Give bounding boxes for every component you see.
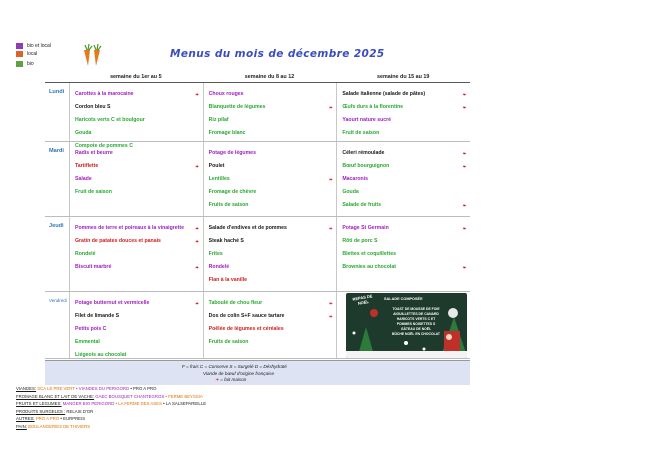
menu-item-text: Potage butternut et vermicelle [75, 300, 150, 306]
day-label: Vendredi [49, 298, 67, 303]
menu-item-text: Haricots verts C et boulgour [75, 117, 145, 123]
menu-item-text: Fromage de chèvre [208, 189, 257, 195]
homemade-mark-icon: ❧ [328, 105, 333, 110]
supplier-name: BOULANGERIES DE THIVIERS [26, 423, 91, 429]
homemade-mark-icon: ❧ [462, 226, 467, 231]
menu-item [342, 222, 470, 235]
menu-item [75, 186, 203, 199]
menu-item-text: Blanquette de légumes [208, 104, 266, 110]
menu-item-text: Salade [75, 176, 92, 182]
menu-item [209, 274, 337, 287]
homemade-mark-icon: ❧ [462, 265, 467, 270]
homemade-mark-icon: ❧ [194, 164, 199, 169]
day-label: Lundi [49, 89, 65, 95]
homemade-mark-icon: ❧ [194, 92, 199, 97]
menu-item-text: Potage St Germain [342, 225, 389, 231]
legend-item-bio [16, 61, 51, 67]
supplier-name: MANGER BIO PERIGORD [61, 401, 115, 406]
menu-item-text: Liégeois au chocolat [75, 352, 127, 358]
menu-item-text: Fruits de saison [208, 339, 249, 345]
menu-item [209, 114, 337, 127]
menu-cell [69, 142, 203, 216]
menu-cell [203, 83, 337, 141]
menu-item-text: Salade d'endives et de pommes [208, 225, 287, 231]
page-title: Menus du mois de décembre 2025 [170, 48, 385, 60]
christmas-menu-line: BÛCHE NOËL EN CHOCOLAT [392, 332, 440, 336]
beef-origin-note: Viande de bœuf d'origine française [203, 371, 275, 376]
menu-item [342, 235, 470, 248]
menu-item [75, 88, 203, 101]
supplier-category: PRODUITS SURGELES : [16, 408, 66, 414]
menu-item [75, 173, 203, 186]
supplier-category: PAIN: [16, 423, 27, 429]
homemade-note: ❧ = fait maison [215, 377, 247, 382]
supplier-name: • LA SALSEPAREILLE [161, 401, 207, 406]
christmas-menu-line: TOAST DE MOUSSE DE FOIE [392, 307, 440, 311]
supplier-line [16, 415, 206, 423]
menu-cell [203, 142, 337, 216]
menu-item-text: Blettes et coquillettes [342, 251, 396, 257]
menu-item-text: Biscuit marbré [75, 264, 112, 270]
menu-item-text: Céleri rémoulade [342, 150, 385, 156]
homemade-mark-icon: ❧ [328, 314, 333, 319]
menu-item [75, 101, 203, 114]
menu-item [75, 222, 203, 235]
menu-item-text: Yaourt nature sucré [342, 117, 392, 123]
supplier-name: SCA LE PRE VERT [36, 386, 75, 391]
christmas-menu [382, 307, 450, 337]
christmas-heading: REPAS DE NOËL [352, 293, 373, 306]
menu-item [209, 160, 337, 173]
conservation-legend: F = frais C = Conserve S = Surgelé D = Déshydraté [182, 364, 287, 369]
supplier-name: • EURPREIS [59, 416, 86, 421]
homemade-mark-icon: ❧ [215, 377, 221, 382]
menu-item [209, 261, 337, 274]
menu-cell [69, 83, 203, 149]
christmas-starter: SALADE COMPOSÉE [384, 297, 423, 301]
supplier-line [16, 423, 206, 431]
menu-item [342, 88, 470, 101]
menu-item [342, 101, 470, 114]
christmas-menu-line: POMMES NOISETTES S [396, 322, 436, 326]
menu-item [342, 261, 470, 274]
menu-item-text: Pommes de terre et poireaux à la vinaigrette [75, 225, 184, 231]
menu-item-text: Rondelé [208, 264, 230, 270]
homemade-mark-icon: ❧ [462, 92, 467, 97]
carrots-logo-icon [76, 44, 106, 68]
menu-item [209, 127, 337, 140]
supplier-category: FRUITS ET LEGUMES: [16, 401, 62, 406]
homemade-mark-icon: ❧ [328, 177, 333, 182]
menu-item [75, 235, 203, 248]
menu-item [342, 173, 470, 186]
menu-item [342, 248, 470, 261]
menu-cell [336, 83, 470, 141]
menu-item [209, 235, 337, 248]
menu-item-text: Choux rouges [208, 91, 244, 97]
menu-item-text: Filet de limande S [75, 313, 120, 319]
menu-item-text: Poêlée de légumes et céréales [208, 326, 284, 332]
menu-item [75, 310, 203, 323]
footer-legend [45, 360, 470, 385]
menu-item-text: Carottes à la marocaine [75, 91, 134, 97]
menu-item-text: Rôti de porc S [342, 238, 378, 244]
homemade-mark-icon: ❧ [462, 151, 467, 156]
menu-item-text: Cordon bleu S [75, 104, 111, 110]
homemade-mark-icon: ❧ [194, 239, 199, 244]
menu-item [75, 127, 203, 140]
menu-item-text: Dos de colin S+F sauce tartare [208, 313, 285, 319]
menu-item-text: Riz pilaf [208, 117, 229, 123]
supplier-line [16, 400, 206, 408]
menu-item [209, 248, 337, 261]
menu-item-text: Salade de fruits [342, 202, 381, 208]
supplier-name: • PRO A PRO [129, 386, 157, 391]
menu-item-text: Œufs durs à la florentine [342, 104, 404, 110]
homemade-mark-icon: ❧ [194, 265, 199, 270]
menu-cell [203, 292, 337, 358]
menu-item-text: Poulet [208, 163, 225, 169]
menu-item-text: Gouda [75, 130, 92, 136]
menu-item-text: Frites [208, 251, 223, 257]
menu-item [75, 248, 203, 261]
christmas-menu-line: GÂTEAU DE NOËL [400, 327, 432, 331]
day-row-jeudi [45, 217, 470, 292]
menu-item-text: Bœuf bourguignon [342, 163, 390, 169]
menu-cell [203, 217, 337, 291]
menu-cell [69, 217, 203, 291]
menu-item [342, 199, 470, 212]
homemade-mark-icon: ❧ [328, 226, 333, 231]
menu-item-text: Emmental [75, 339, 100, 345]
menu-item [75, 160, 203, 173]
menu-item [75, 323, 203, 336]
menu-item-text: Gratin de patates douces et panais [75, 238, 161, 244]
legend-label: local [27, 51, 38, 57]
menu-item-text: Fruit de saison [342, 130, 380, 136]
christmas-menu-line: HARICOTS VERTS C ET [396, 317, 436, 321]
menu-item-text: Steak haché S [208, 238, 244, 244]
menu-item-text: Macaronis [342, 176, 369, 182]
menu-item [342, 147, 470, 160]
menu-item [209, 199, 337, 212]
supplier-line [16, 393, 206, 401]
menu-item [342, 160, 470, 173]
menu-item-text: Brownies au chocolat [342, 264, 396, 270]
supplier-category: FROMAGE BLANC ET LAIT DE VACHE: [16, 393, 95, 399]
menu-cell [336, 142, 470, 216]
homemade-mark-icon: ❧ [194, 301, 199, 306]
menu-item-text: Potage de légumes [208, 150, 256, 156]
menu-item [209, 186, 337, 199]
menu-item-text: Petits pois C [75, 326, 107, 332]
supplier-name: PRO A PRO [34, 416, 60, 421]
menu-item [75, 336, 203, 349]
menu-item-text: Salade italienne (salade de pâtes) [342, 91, 426, 97]
christmas-menu-line: AIGUILLETTES DE CANARD [393, 312, 439, 316]
column-header: semaine du 8 au 12 [244, 74, 295, 80]
legend [16, 43, 51, 69]
day-row-mardi [45, 142, 470, 217]
menu-item [209, 310, 337, 323]
supplier-category: AUTRES: [16, 416, 35, 421]
supplier-name: • VIANDES DU PERIGORD [74, 386, 130, 391]
table-header [45, 72, 470, 83]
menu-item [209, 336, 337, 349]
day-label: Mardi [49, 148, 64, 154]
menu-item [209, 173, 337, 186]
menu-item [209, 101, 337, 114]
menu-item-text: Rondelé [75, 251, 96, 257]
legend-label: bio [27, 61, 34, 67]
legend-item-local [16, 51, 51, 57]
menu-item [209, 297, 337, 310]
christmas-meal-card [346, 293, 467, 358]
menu-item [75, 297, 203, 310]
menu-item-text: Fruit de saison [75, 189, 112, 195]
menu-item [209, 88, 337, 101]
menu-item-text: Compote de pommes C [75, 143, 133, 149]
menu-item [209, 147, 337, 160]
supplier-name: • FERME BEYSSIA [164, 393, 203, 399]
menu-item-text: Lentilles [208, 176, 230, 182]
menu-item-text: Flan à la vanille [208, 277, 248, 283]
homemade-mark-icon: ❧ [194, 226, 199, 231]
supplier-line [16, 385, 206, 393]
menu-item-text: Gouda [342, 189, 359, 195]
menu-item [209, 323, 337, 336]
supplier-name: • LA FERME DES ASES [114, 401, 162, 406]
menu-item-text: Fromage blanc [208, 130, 246, 136]
menu-item [75, 114, 203, 127]
column-header: semaine du 15 au 19 [376, 74, 430, 80]
supplier-category: VIANDES: [16, 386, 37, 391]
menu-item [75, 261, 203, 274]
homemade-mark-icon: ❧ [462, 105, 467, 110]
menu-item-text: Radis et beurre [75, 150, 113, 156]
legend-item-bio-local [16, 43, 51, 49]
menu-item [342, 186, 470, 199]
homemade-mark-icon: ❧ [462, 164, 467, 169]
suppliers-list [16, 385, 206, 430]
menu-item [342, 127, 470, 140]
day-label: Jeudi [49, 223, 64, 229]
homemade-mark-icon: ❧ [462, 203, 467, 208]
menu-cell [69, 292, 203, 358]
supplier-name: GAEC BOUSQUET CHANTEGROS [94, 393, 165, 399]
column-header: semaine du 1er au 5 [110, 74, 162, 80]
supplier-line [16, 408, 206, 416]
day-row-lundi [45, 83, 470, 149]
legend-label: bio et local [27, 43, 51, 49]
menu-item [342, 114, 470, 127]
menu-cell [336, 217, 470, 291]
menu-item [75, 147, 203, 160]
menu-item-text: Fruits de saison [208, 202, 249, 208]
supplier-name: RELAIS D'OR [65, 408, 94, 414]
menu-item-text: Tartiflette [75, 163, 99, 169]
menu-item [209, 222, 337, 235]
menu-item-text: Taboulé de chou fleur [208, 300, 263, 306]
homemade-mark-icon: ❧ [328, 301, 333, 306]
